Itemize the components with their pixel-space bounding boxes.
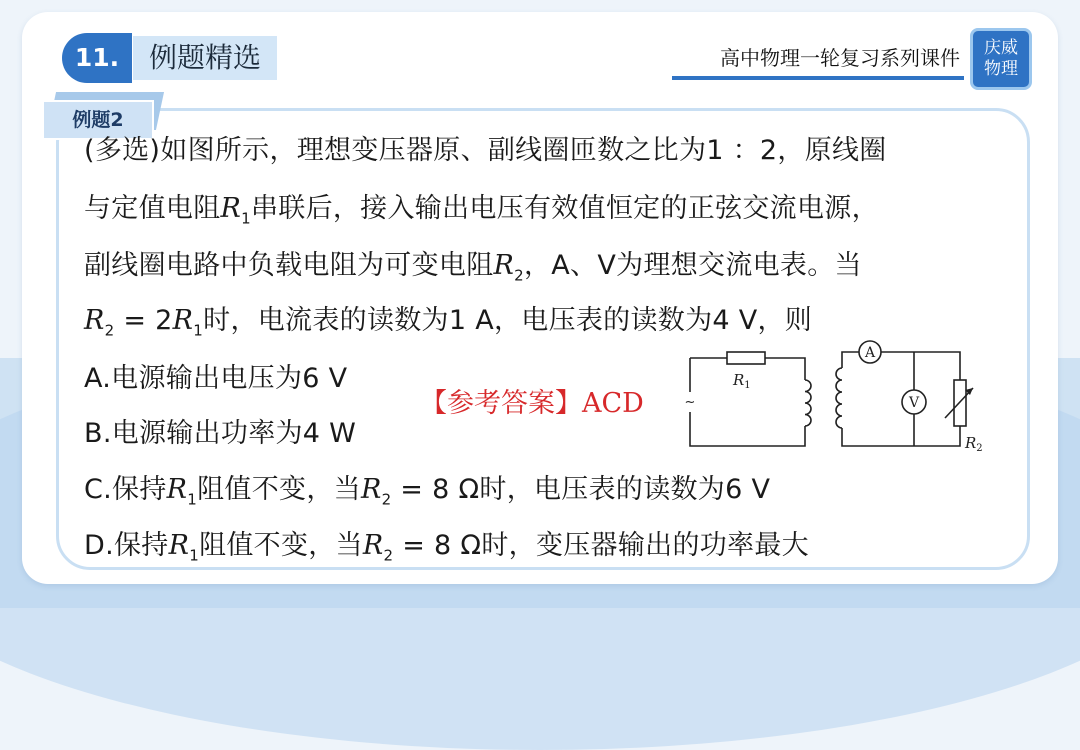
- series-title: 高中物理一轮复习系列课件: [720, 46, 960, 70]
- subscript: 1: [193, 321, 204, 340]
- subscript: 1: [189, 546, 200, 565]
- question-text: 时，电流表的读数为1 A，电压表的读数为4 V，则: [203, 305, 813, 336]
- option-text: C.保持: [84, 474, 167, 505]
- secondary-coil: [836, 368, 842, 428]
- badge-line-2: 物理: [984, 59, 1018, 79]
- question-text: = 2: [114, 305, 173, 336]
- question-line-3: [84, 243, 862, 284]
- badge-line-1: 庆威: [984, 38, 1018, 58]
- option-text: 阻值不变，当: [197, 474, 361, 505]
- question-line-4: [84, 298, 812, 339]
- subscript: 2: [383, 546, 394, 565]
- voltmeter-label: V: [908, 395, 920, 411]
- symbol-r: R: [84, 305, 105, 336]
- question-text: 串联后，接入输出电压有效值恒定的正弦交流电源，: [250, 193, 879, 224]
- symbol-r: R: [362, 530, 384, 561]
- primary-coil: [805, 380, 811, 426]
- ammeter-label: A: [864, 345, 876, 361]
- ac-source-symbol: ~: [684, 395, 696, 410]
- option-c: [84, 467, 770, 508]
- r2-label: $R_2$: [965, 434, 983, 454]
- option-text: D.保持: [84, 530, 169, 561]
- section-number: 11.: [62, 33, 132, 83]
- r1-label: $R_1$: [733, 371, 751, 391]
- symbol-r: R: [168, 530, 190, 561]
- question-text: 副线圈电路中负载电阻为可变电阻: [84, 250, 494, 281]
- option-text: = 8 Ω时，变压器输出的功率最大: [393, 530, 809, 561]
- brand-badge: [970, 28, 1032, 90]
- question-text: (多选)如图所示，理想变压器原、副线圈匝数之比为1 ：2，原线圈: [84, 135, 887, 166]
- option-d: [84, 523, 809, 564]
- symbol-r: R: [220, 193, 242, 224]
- option-text: 阻值不变，当: [199, 530, 363, 561]
- series-underline: [672, 76, 964, 80]
- question-line-2: [84, 186, 879, 227]
- symbol-r: R: [493, 250, 515, 281]
- reference-answer: 【参考答案】ACD: [420, 388, 644, 419]
- symbol-r: R: [360, 474, 382, 505]
- symbol-r: R: [172, 305, 194, 336]
- resistor-r1: [727, 352, 765, 364]
- subscript: 2: [104, 321, 115, 340]
- secondary-wire: [842, 352, 960, 446]
- question-line-1: [84, 128, 887, 167]
- section-title: 例题精选: [133, 36, 277, 83]
- subscript: 1: [187, 490, 198, 509]
- subscript: 1: [241, 209, 251, 228]
- example-label: 例题2: [42, 100, 154, 140]
- option-text: = 8 Ω时，电压表的读数为6 V: [391, 474, 771, 505]
- symbol-r: R: [166, 474, 188, 505]
- question-text: ，A、V为理想交流电表。当: [523, 250, 862, 281]
- option-a: A.电源输出电压为6 V: [84, 363, 348, 394]
- option-b: B.电源输出功率为4 W: [84, 418, 357, 449]
- primary-wire: [690, 358, 805, 446]
- question-text: 与定值电阻: [84, 193, 221, 224]
- transformer-circuit-diagram: [675, 338, 1000, 463]
- subscript: 2: [514, 266, 524, 285]
- subscript: 2: [381, 490, 392, 509]
